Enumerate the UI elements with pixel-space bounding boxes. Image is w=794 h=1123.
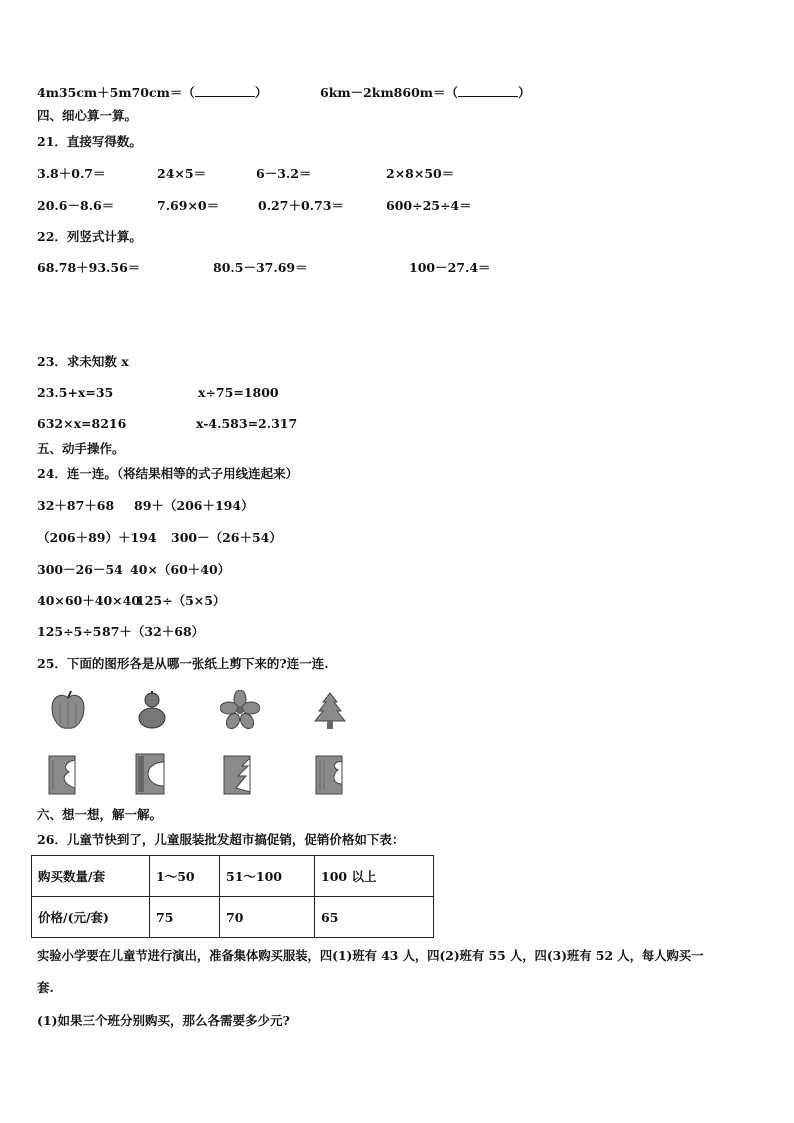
table-row — [32, 897, 434, 938]
q24-left-expr[interactable]: 32＋87＋68 — [37, 498, 115, 513]
flower-shape-icon[interactable] — [220, 690, 260, 730]
q24-left-expr[interactable]: （206＋89）＋194 — [37, 530, 157, 545]
q26-title: 26．儿童节快到了，儿童服装批发超市搞促销，促销价格如下表： — [37, 832, 405, 847]
table-header-cell: 价格/(元/套) — [32, 897, 150, 938]
q23-item: 632×x=8216 — [37, 416, 127, 431]
q21-item: 600÷25÷4＝ — [386, 198, 472, 213]
q24-right-expr[interactable]: 89＋（206＋194） — [134, 498, 254, 513]
table-header-cell: 购买数量/套 — [32, 856, 150, 897]
q21-item: 2×8×50＝ — [386, 166, 455, 181]
q21-item: 7.69×0＝ — [157, 198, 220, 213]
table-cell: 1～50 — [150, 856, 220, 897]
price-table — [31, 855, 434, 938]
q24-left-expr[interactable]: 300－26－54 — [37, 562, 123, 577]
q24-right-expr[interactable]: 40×（60＋40） — [130, 562, 231, 577]
conversion-q2: 6km－2km860m＝（ ） — [320, 85, 531, 100]
q26-paragraph: 实验小学要在儿童节进行演出，准备集体购买服装，四(1)班有 43 人，四(2)班有 55 人，四(3)班有 52 人，每人购买一 — [37, 948, 704, 963]
q26-paragraph-end: 套. — [37, 980, 54, 995]
q23-item: x÷75=1800 — [198, 385, 279, 400]
q24-title: 24．连一连。（将结果相等的式子用线连起来） — [37, 466, 299, 481]
q24-right-expr[interactable]: 125÷（5×5） — [136, 593, 226, 608]
answer-blank[interactable] — [458, 84, 518, 97]
q21-item: 6－3.2＝ — [256, 166, 312, 181]
q22-item: 100－27.4＝ — [409, 260, 491, 275]
q21-item: 24×5＝ — [157, 166, 207, 181]
paper-cut-1-icon[interactable] — [47, 754, 79, 796]
q21-item: 20.6－8.6＝ — [37, 198, 115, 213]
q24-right-expr[interactable]: 300－（26＋54） — [171, 530, 282, 545]
table-cell: 100 以上 — [315, 856, 434, 897]
q21-title: 21．直接写得数。 — [37, 134, 142, 149]
section-4-title: 四、细心算一算。 — [37, 108, 138, 123]
tree-shape-icon[interactable] — [313, 692, 347, 730]
q22-item: 68.78＋93.56＝ — [37, 260, 141, 275]
q26-sub-question-1: (1)如果三个班分别购买，那么各需要多少元? — [37, 1013, 290, 1028]
q24-right-expr[interactable]: 87＋（32＋68） — [102, 624, 205, 639]
table-cell: 51～100 — [220, 856, 315, 897]
q24-left-expr[interactable]: 125÷5÷5 — [37, 624, 102, 639]
q25-title: 25．下面的图形各是从哪一张纸上剪下来的?连一连. — [37, 656, 329, 671]
apple-shape-icon[interactable] — [48, 690, 88, 732]
section-6-title: 六、想一想，解一解。 — [37, 807, 163, 822]
q21-item: 0.27＋0.73＝ — [258, 198, 344, 213]
table-row — [32, 856, 434, 897]
paper-cut-2-icon[interactable] — [134, 752, 168, 796]
gourd-shape-icon[interactable] — [135, 690, 169, 730]
paper-cut-3-icon[interactable] — [222, 754, 254, 796]
section-5-title: 五、动手操作。 — [37, 441, 125, 456]
answer-blank[interactable] — [195, 84, 255, 97]
table-cell: 70 — [220, 897, 315, 938]
table-cell: 65 — [315, 897, 434, 938]
table-cell: 75 — [150, 897, 220, 938]
q22-item: 80.5－37.69＝ — [213, 260, 308, 275]
conversion-q1: 4m35cm＋5m70cm＝（ ） — [37, 85, 268, 100]
q24-left-expr[interactable]: 40×60＋40×40 — [37, 593, 141, 608]
q23-item: 23.5+x=35 — [37, 385, 114, 400]
q23-item: x-4.583=2.317 — [196, 416, 298, 431]
paper-cut-4-icon[interactable] — [314, 754, 348, 796]
q22-title: 22．列竖式计算。 — [37, 229, 142, 244]
q21-item: 3.8＋0.7＝ — [37, 166, 106, 181]
q23-title: 23．求未知数 x — [37, 354, 129, 369]
